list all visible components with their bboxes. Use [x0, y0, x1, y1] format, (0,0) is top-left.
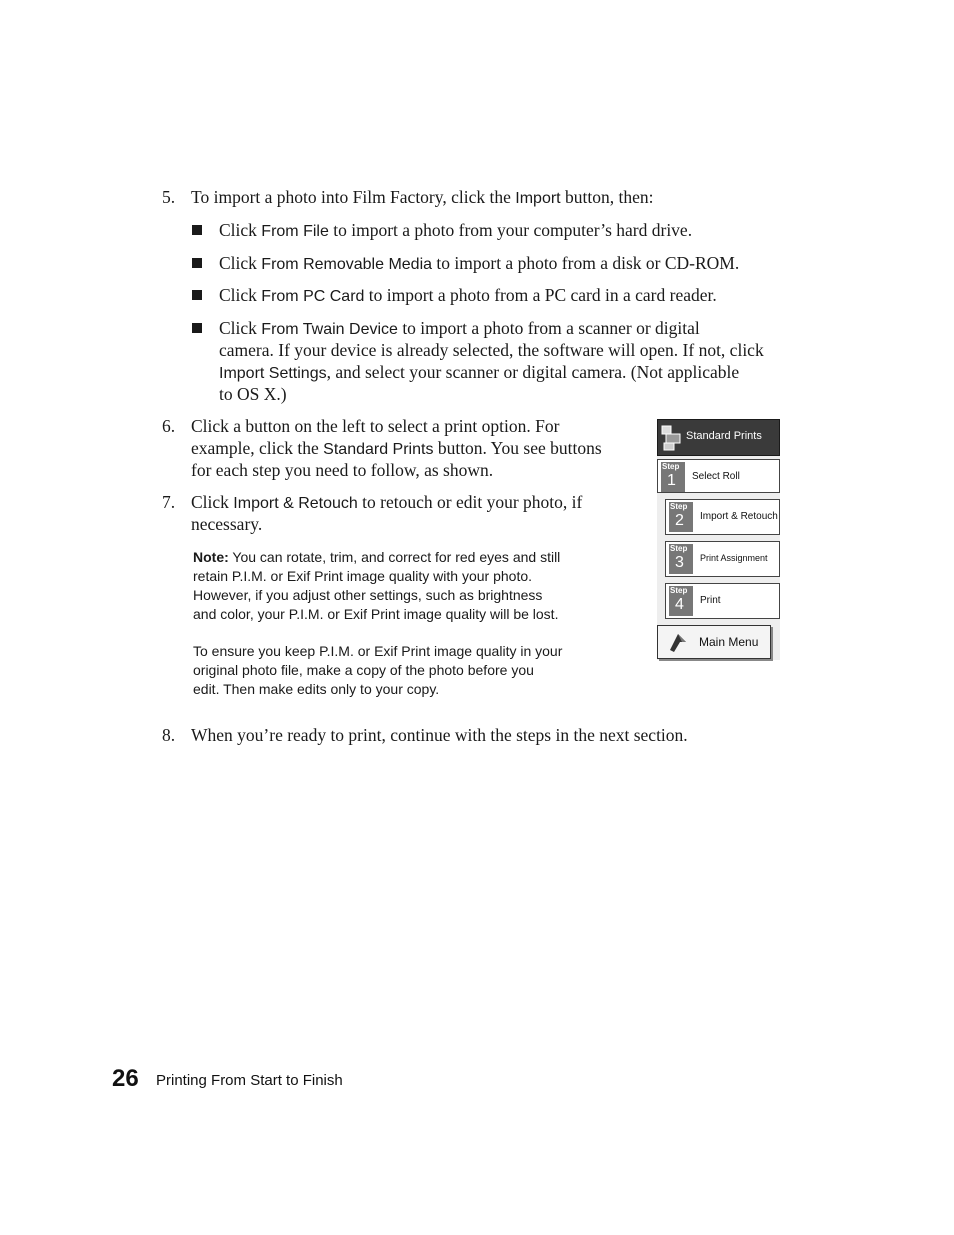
step-label: Print: [700, 595, 721, 606]
bullet-icon: [192, 323, 202, 333]
step-badge: Step 3: [669, 544, 693, 574]
step-2-button[interactable]: [665, 499, 780, 535]
step-label: Import & Retouch: [700, 511, 778, 522]
bullet-item: Click From File to import a photo from your computer’s hard drive.: [219, 220, 693, 240]
bullet-icon: [192, 290, 202, 300]
main-menu-button[interactable]: [657, 625, 771, 659]
step-1-button[interactable]: [657, 459, 780, 493]
note-block: Note: You can rotate, trim, and correct for red eyes and still retain P.I.M. or Exif Print image quality with your photo. However, if you adjust other settings, such as brightness and color, your P.I.M. or Exif Print image quality will be lost. To ensure you keep P.I.M. or Exif Print image quality in your original photo file, make a copy of the photo before you edit. Then make edits only to your copy.: [193, 549, 563, 697]
step-3-button[interactable]: [665, 541, 780, 577]
note-label: Note:: [193, 549, 229, 565]
step-label: Select Roll: [692, 471, 740, 482]
footer-section-title: Printing From Start to Finish: [156, 1072, 343, 1089]
step-6-line: Click a button on the left to select a print option. For: [191, 416, 560, 436]
step-4-button[interactable]: [665, 583, 780, 619]
step-badge: Step 1: [661, 462, 685, 492]
standard-prints-panel: [657, 419, 780, 660]
step-8-text: When you’re ready to print, continue with the steps in the next section.: [191, 725, 688, 745]
main-menu-label: Main Menu: [699, 635, 759, 649]
standard-prints-button[interactable]: [657, 419, 780, 456]
standard-prints-label: Standard Prints: [686, 430, 762, 442]
step-6-line: example, click the Standard Prints button. You see buttons: [191, 438, 602, 458]
step-badge: Step 4: [669, 586, 693, 616]
step-7-line: Click Import & Retouch to retouch or edit your photo, if: [191, 492, 583, 512]
page-number: 26: [112, 1065, 139, 1092]
bullet-item-line: camera. If your device is already selected, the software will open. If not, click: [219, 340, 764, 360]
main-menu-arrow-icon: [666, 630, 690, 654]
step-number: 6.: [162, 416, 176, 436]
bullet-item: Click From Twain Device to import a photo from a scanner or digital: [219, 318, 700, 338]
bullet-icon: [192, 258, 202, 268]
step-5-text: To import a photo into Film Factory, click the Import button, then:: [191, 187, 654, 207]
step-label: Print Assignment: [700, 553, 768, 563]
bullet-item: Click From Removable Media to import a photo from a disk or CD-ROM.: [219, 253, 740, 273]
step-number: 8.: [162, 725, 176, 745]
bullet-item-line: to OS X.): [219, 384, 287, 404]
step-badge: Step 2: [669, 502, 693, 532]
bullet-item: Click From PC Card to import a photo from a PC card in a card reader.: [219, 285, 717, 305]
ui-term: Import: [515, 190, 561, 207]
bullet-item-line: Import Settings, and select your scanner or digital camera. (Not applicable: [219, 362, 740, 382]
step-7-line: necessary.: [191, 514, 263, 534]
step-number: 5.: [162, 187, 176, 207]
step-6-line: for each step you need to follow, as shown.: [191, 460, 494, 480]
bullet-icon: [192, 225, 202, 235]
step-number: 7.: [162, 492, 176, 512]
standard-prints-icon: [661, 424, 683, 452]
